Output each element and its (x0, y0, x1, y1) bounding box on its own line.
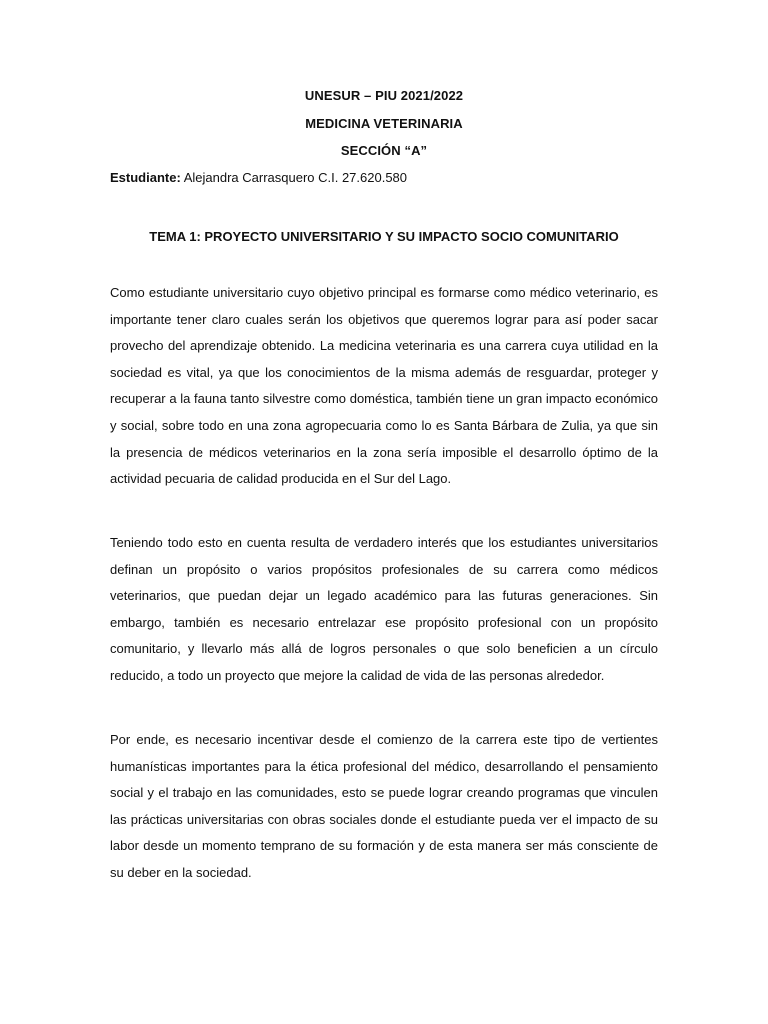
topic-title: TEMA 1: PROYECTO UNIVERSITARIO Y SU IMPACTO SOCIO COMUNITARIO (149, 229, 619, 244)
paragraph-3: Por ende, es necesario incentivar desde el comienzo de la carrera este tipo de vertientes humanísticas importantes para la ética profesional del médico, desarrollando el pensamiento social y el trabajo en las comunidades, esto se puede lograr creando programas que vinculen las prácticas universitarias con obras sociales donde el estudiante pueda ver el impacto de su labor desde un momento temprano de su formación y de esta manera ser más consciente de su deber en la sociedad. (110, 732, 658, 880)
header-career: MEDICINA VETERINARIA (305, 116, 463, 131)
paragraph-1: Como estudiante universitario cuyo objetivo principal es formarse como médico veterinario, es importante tener claro cuales serán los objetivos que queremos lograr para así poder sacar provecho del aprendizaje obtenido. La medicina veterinaria es una carrera cuya utilidad en la sociedad es vital, ya que los conocimientos de la misma además de resguardar, proteger y recuperar a la fauna tanto silvestre como doméstica, también tiene un gran impacto económico y social, sobre todo en una zona agropecuaria como lo es Santa Bárbara de Zulia, ya que sin la presencia de médicos veterinarios en la zona sería imposible el desarrollo óptimo de la actividad pecuaria de calidad producida en el Sur del Lago. (110, 285, 658, 487)
student-line (110, 170, 407, 186)
student-label: Estudiante: (110, 170, 181, 185)
student-value: Alejandra Carrasquero C.I. 27.620.580 (183, 170, 408, 185)
paragraph-2: Teniendo todo esto en cuenta resulta de verdadero interés que los estudiantes universitarios definan un propósito o varios propósitos profesionales de su carrera como médicos veterinarios, que puedan dejar un legado académico para las futuras generaciones. Sin embargo, también es necesario entrelazar ese propósito profesional con un propósito comunitario, y llevarlo más allá de logros personales o que solo beneficien a un círculo reducido, a todo un proyecto que mejore la calidad de vida de las personas alrededor. (110, 535, 658, 683)
header-section: SECCIÓN “A” (340, 143, 428, 158)
header-institution: UNESUR – PIU 2021/2022 (304, 88, 464, 103)
